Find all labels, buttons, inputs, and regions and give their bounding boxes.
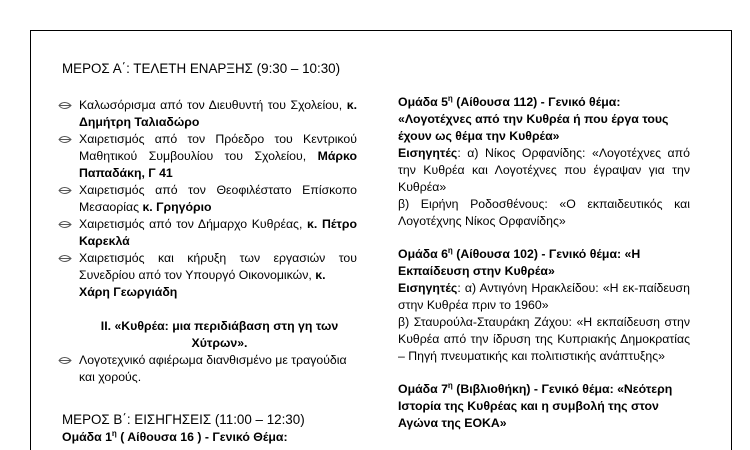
leaf-bullet-icon (58, 352, 76, 365)
part-b (62, 411, 357, 446)
list-item: Χαιρετισμός και κήρυξη των εργασιών του Συνεδρίου από τον Υπουργό Οικονομικών, κ. Χάρη Γεωργιάδη (62, 250, 357, 301)
list-item: Χαιρετισμός από τον Πρόεδρο του Κεντρικού Μαθητικού Συμβουλίου του Σχολείου, Μάρκο Παπαδάκη, Γ 41 (62, 131, 357, 182)
left-column (62, 60, 357, 446)
list-item: Λογοτεχνικό αφιέρωμα διανθισμένο με τραγούδια και χορούς. (62, 352, 357, 386)
group-title: Ομάδα $7^\eta$ (Βιβλιοθήκη) - Γενικό θέμα: «Νεότερη Ιστορία της Κυθρέας και η συμβολή της στον Αγώνα της ΕΟΚΑ» (398, 380, 673, 430)
list-item: Χαιρετισμός από τον Δήμαρχο Κυθρέας, κ. Πέτρο Καρεκλά (62, 216, 357, 250)
part-b-title: ΜΕΡΟΣ Β΄: ΕΙΣΗΓΗΣΕΙΣ (11:00 – 12:30) (62, 412, 305, 427)
leaf-bullet-icon (58, 216, 76, 229)
group-6 (398, 246, 690, 365)
leaf-bullet-icon (58, 250, 76, 263)
right-column (398, 94, 690, 448)
list-item: Καλωσόρισμα από τον Διευθυντή του Σχολείου, κ. Δημήτρη Ταλιαδώρο (62, 97, 357, 131)
section-ii-list (62, 352, 357, 386)
section-ii-title: ΙΙ. «Κυθρέα: μια περιδιάβαση στη γη των Χύτρων». (100, 319, 339, 350)
part-a-list (62, 97, 357, 301)
leaf-bullet-icon (58, 131, 76, 144)
group-7 (398, 381, 690, 432)
leaf-bullet-icon (58, 182, 76, 195)
group-title: Ομάδα $6^\eta$ (Αίθουσα 102) - Γενικό θέμα: «Η Εκπαίδευση στην Κυθρέα» (398, 245, 641, 278)
speaker-line: β) Σταυρούλα-Σταυράκη Ζάχου: «Η εκπαίδευση στην Κυθρέα από την ίδρυση της Κυπριακής Δημοκρατίας – Πηγή πνευματικής και πολιτιστικής ανάπτυξης» (398, 315, 690, 363)
leaf-bullet-icon (58, 97, 76, 110)
speaker-line: β) Ειρήνη Ροδοσθένους: «Ο εκπαιδευτικός και Λογοτέχνης Νίκος Ορφανίδης» (398, 197, 690, 228)
group-1-title: Ομάδα $1^\eta$ ( Αίθουσα 16 ) - Γενικό Θέμα: (62, 428, 288, 444)
group-title: Ομάδα $5^\eta$ (Αίθουσα 112) - Γενικό θέμα: (398, 93, 621, 109)
speakers-line: Εισηγητές: α) Αντιγόνη Ηρακλείδου: «Η εκ-παίδευση στην Κυθρέα πριν το 1960» (398, 281, 690, 312)
speakers-line: Εισηγητές: α) Νίκος Ορφανίδης: «Λογοτέχνες από την Κυθρέα και Λογοτέχνες που έγραψαν για την Κυθρέα» (398, 146, 690, 194)
list-item: Χαιρετισμός από τον Θεοφιλέστατο Επίσκοπο Μεσαορίας κ. Γρηγόριο (62, 182, 357, 216)
group-5 (398, 94, 690, 230)
group-subtitle: «Λογοτέχνες από την Κυθρέα ή που έργα τους έχουν ως θέμα την Κυθρέα» (398, 112, 669, 143)
part-a-title: ΜΕΡΟΣ Α΄: ΤΕΛΕΤΗ ΕΝΑΡΞΗΣ (9:30 – 10:30) (62, 61, 341, 76)
